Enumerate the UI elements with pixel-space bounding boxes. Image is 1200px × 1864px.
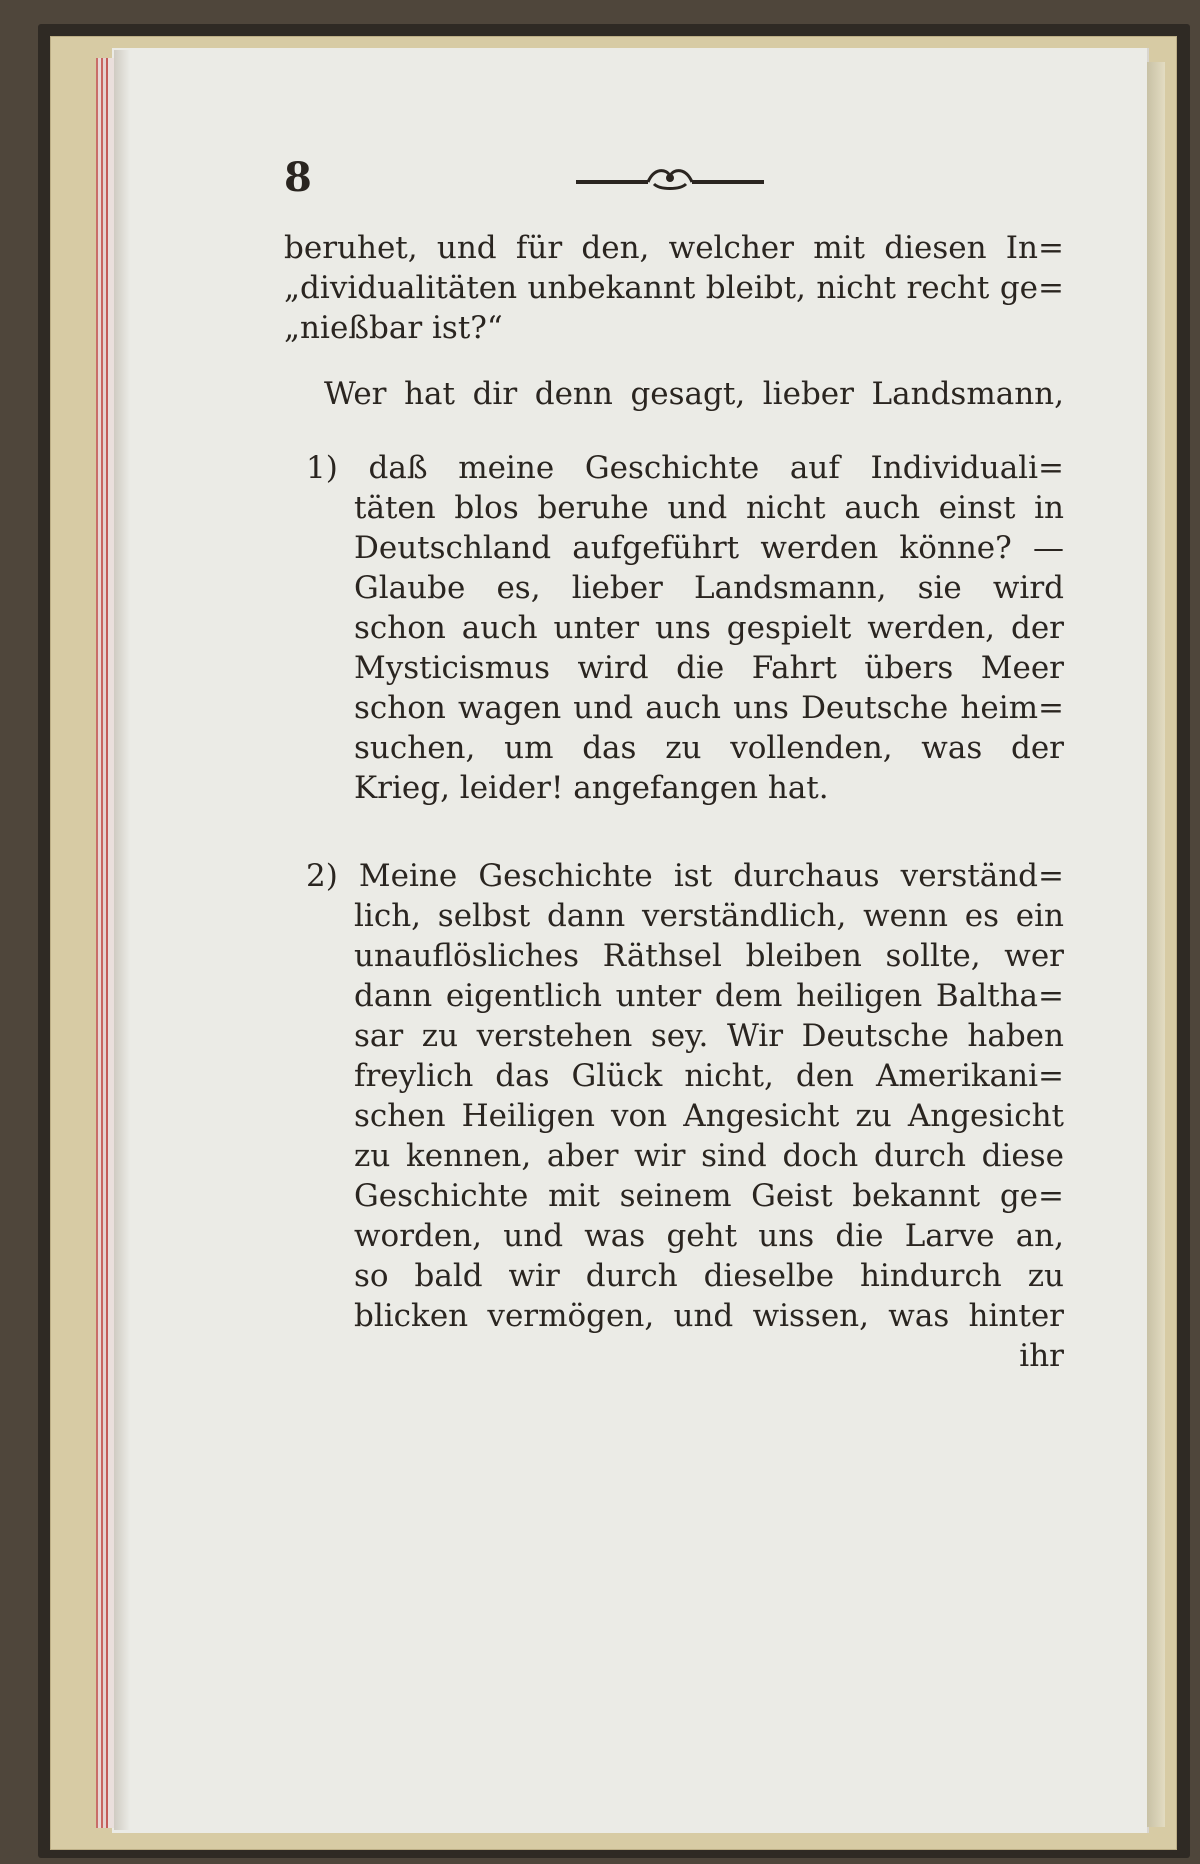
text-line: unauflösliches Räthsel bleiben sollte, wer	[354, 938, 1064, 974]
text-line: suchen, um das zu vollenden, was der	[354, 730, 1064, 766]
text-line: sar zu verstehen sey. Wir Deutsche haben	[354, 1018, 1064, 1054]
text-line: Wer hat dir denn gesagt, lieber Landsmann,	[324, 376, 1064, 412]
text-line: blicken vermögen, und wissen, was hinter	[354, 1298, 1064, 1334]
page-content	[284, 150, 1064, 1700]
text-line: freylich das Glück nicht, den Amerikani=	[354, 1058, 1064, 1094]
text-line: beruhet, und für den, welcher mit diesen In=	[284, 230, 1064, 266]
text-line: lich, selbst dann verständlich, wenn es ein	[354, 898, 1064, 934]
list-item-1: 1) daß meine Geschichte auf Individuali=	[306, 450, 1064, 486]
list-item-2: 2) Meine Geschichte ist durchaus verständ=	[306, 858, 1064, 894]
text-line: Glaube es, lieber Landsmann, sie wird	[354, 570, 1064, 606]
text-line: Mysticismus wird die Fahrt übers Meer	[354, 650, 1064, 686]
text-line: schen Heiligen von Angesicht zu Angesicht	[354, 1098, 1064, 1134]
red-binding-edge	[96, 58, 114, 1828]
text-line: Krieg, leider! angefangen hat.	[354, 770, 829, 806]
text-line: „dividualitäten unbekannt bleibt, nicht recht ge=	[284, 270, 1064, 306]
text-line: zu kennen, aber wir sind doch durch diese	[354, 1138, 1064, 1174]
text-line: „nießbar ist?“	[284, 310, 503, 346]
text-line: täten blos beruhe und nicht auch einst in	[354, 490, 1064, 526]
text-line: Geschichte mit seinem Geist bekannt ge=	[354, 1178, 1064, 1214]
text-line: schon wagen und auch uns Deutsche heim=	[354, 690, 1064, 726]
page-edge-right	[1147, 62, 1165, 1827]
text-line: schon auch unter uns gespielt werden, der	[354, 610, 1064, 646]
page-header	[284, 150, 1064, 210]
page-gutter	[114, 50, 130, 1830]
page-number: 8	[284, 154, 312, 201]
text-line: dann eigentlich unter dem heiligen Baltha=	[354, 978, 1064, 1014]
decorative-scroll-ornament-icon	[570, 162, 770, 194]
catchword: ihr	[1019, 1338, 1064, 1374]
text-line: Deutschland aufgeführt werden könne? —	[354, 530, 1064, 566]
text-line: so bald wir durch dieselbe hindurch zu	[354, 1258, 1064, 1294]
text-line: worden, und was geht uns die Larve an,	[354, 1218, 1064, 1254]
